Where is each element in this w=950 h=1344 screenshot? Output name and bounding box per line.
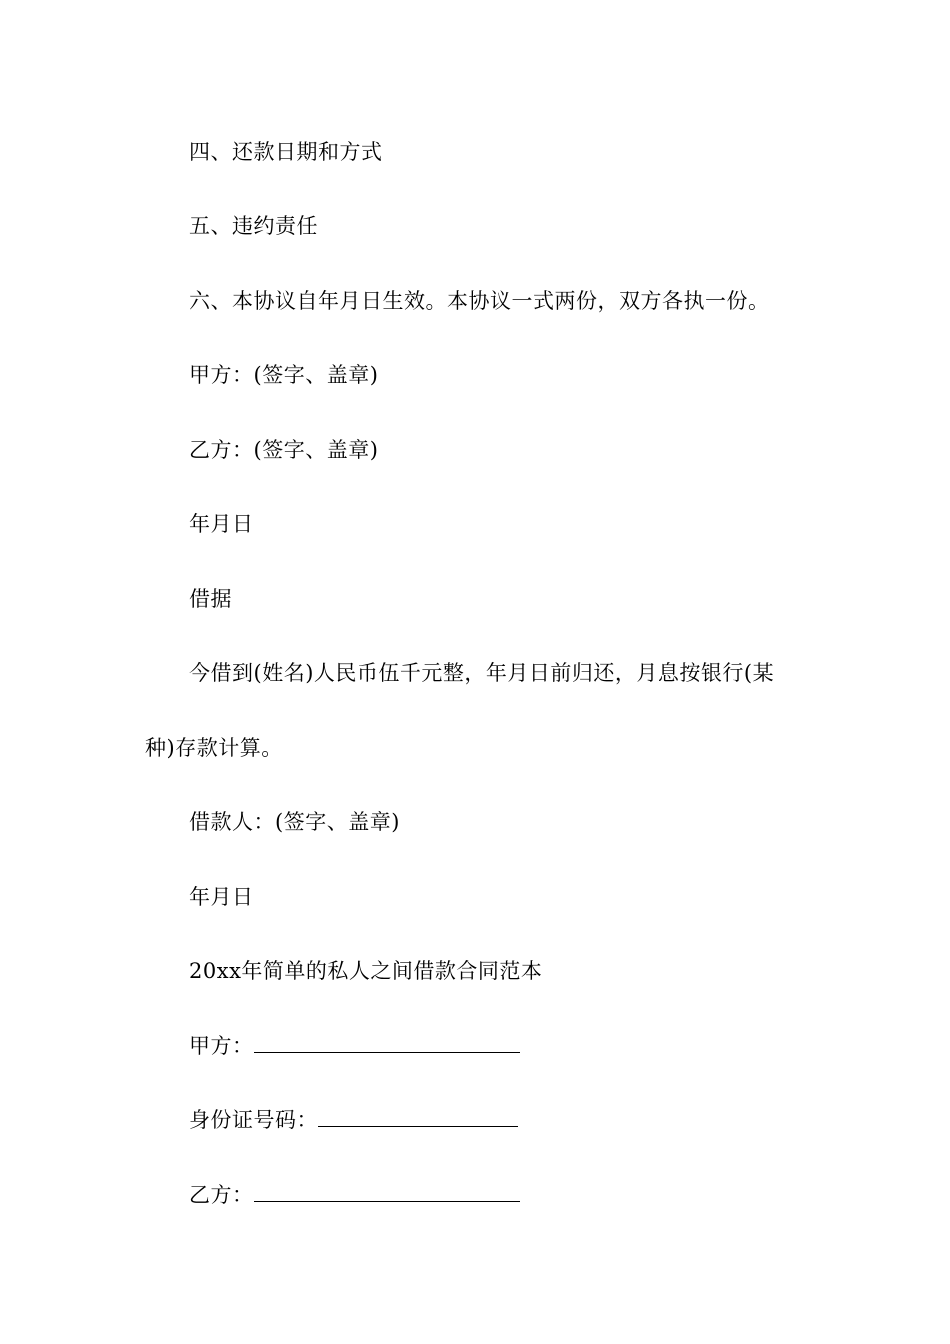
party-a-label: 甲方： [189,1034,254,1058]
party-a-field [189,1032,520,1060]
iou-title: 借据 [189,587,232,611]
contract-title: 20xx年简单的私人之间借款合同范本 [189,959,543,983]
section-liability-heading: 五、违约责任 [189,214,318,238]
party-a-blank[interactable] [254,1032,520,1053]
iou-date-line: 年月日 [189,885,254,909]
party-b-blank[interactable] [254,1181,520,1202]
borrower-signature-line: 借款人：(签字、盖章) [189,810,400,834]
party-b-field [189,1181,520,1209]
section-effective-clause: 六、本协议自年月日生效。本协议一式两份，双方各执一份。 [189,289,770,313]
iou-body-line-1: 今借到(姓名)人民币伍千元整，年月日前归还，月息按银行(某 [189,661,775,685]
id-number-blank[interactable] [318,1106,518,1127]
id-number-field [189,1106,518,1134]
party-a-signature-line: 甲方：(签字、盖章) [189,363,379,387]
date-line: 年月日 [189,512,254,536]
iou-body-line-2: 种)存款计算。 [145,736,283,760]
section-repayment-heading: 四、还款日期和方式 [189,140,383,164]
id-number-label: 身份证号码： [189,1108,318,1132]
party-b-signature-line: 乙方：(签字、盖章) [189,438,379,462]
party-b-label: 乙方： [189,1183,254,1207]
